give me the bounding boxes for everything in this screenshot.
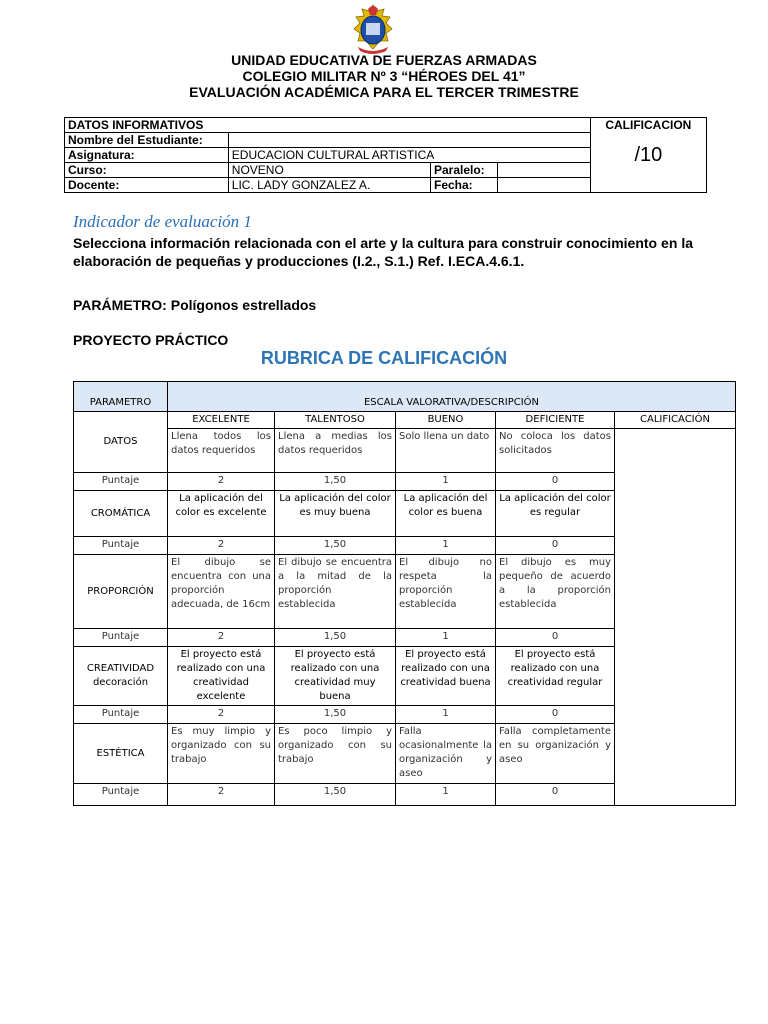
institution-name: UNIDAD EDUCATIVA DE FUERZAS ARMADAS [231,52,537,68]
descriptor-cell: La aplicación del color es excelente [168,491,275,537]
descriptor-cell: El dibujo se encuentra a la mitad de la proporción establecida [275,555,396,629]
score-cell: 0 [496,784,615,806]
descriptor-cell: La aplicación del color es buena [396,491,496,537]
evaluation-title: EVALUACIÓN ACADÉMICA PARA EL TERCER TRIMESTRE [189,84,579,100]
row-name: CREATIVIDAD decoración [74,647,168,706]
score-cell: 1 [396,629,496,647]
rubric-title: RUBRICA DE CALIFICACIÓN [260,348,508,368]
parameter-label: PARÁMETRO: [73,297,167,313]
row-name: DATOS [74,412,168,473]
score-cell: 2 [168,784,275,806]
score-cell: 2 [168,706,275,724]
project-heading: PROYECTO PRÁCTICO [73,332,229,348]
level-header: CALIFICACIÓN [615,412,736,429]
score-cell: 1,50 [275,629,396,647]
score-cell: 1,50 [275,537,396,555]
descriptor-cell: El proyecto está realizado con una creatividad muy buena [275,647,396,706]
parameter-line [73,296,693,314]
school-name: COLEGIO MILITAR Nº 3 “HÉROES DEL 41” [242,68,526,84]
puntaje-label: Puntaje [74,629,168,647]
score-cell: 0 [496,537,615,555]
score-cell: 0 [496,629,615,647]
course-value: NOVENO [228,163,430,178]
row-name: ESTÉTICA [74,724,168,784]
rubric-table [73,381,736,806]
row-name: PROPORCIÓN [74,555,168,629]
date-field[interactable] [497,178,590,193]
score-cell: 1 [396,473,496,491]
descriptor-cell: La aplicación del color es regular [496,491,615,537]
puntaje-label: Puntaje [74,537,168,555]
score-cell: 1 [396,537,496,555]
score-cell: 1,50 [275,706,396,724]
descriptor-cell: Falla ocasionalmente la organización y aseo [396,724,496,784]
student-info-table [64,117,707,193]
info-section-label: DATOS INFORMATIVOS [65,118,591,133]
score-cell: 1,50 [275,473,396,491]
score-cell: 2 [168,629,275,647]
grade-label: CALIFICACION [605,118,692,132]
puntaje-label: Puntaje [74,784,168,806]
student-name-field[interactable] [228,133,590,148]
level-header: TALENTOSO [275,412,396,429]
indicator-text: Selecciona información relacionada con el arte y la cultura para construir conocimiento en la elaboración de pequeñas y producciones (I.2., S.1.) Ref. I.ECA.4.6.1. [73,235,693,269]
course-label: Curso: [65,163,229,178]
descriptor-cell: Solo llena un dato [396,429,496,473]
descriptor-cell: Llena a medias los datos requeridos [275,429,396,473]
puntaje-label: Puntaje [74,473,168,491]
score-cell: 0 [496,706,615,724]
teacher-label: Docente: [65,178,229,193]
puntaje-label: Puntaje [74,706,168,724]
grade-column[interactable] [615,429,736,806]
descriptor-cell: El proyecto está realizado con una creatividad excelente [168,647,275,706]
descriptor-cell: La aplicación del color es muy buena [275,491,396,537]
level-header: BUENO [396,412,496,429]
score-cell: 0 [496,473,615,491]
score-cell: 2 [168,537,275,555]
score-cell: 1 [396,706,496,724]
descriptor-cell: No coloca los datos solicitados [496,429,615,473]
parameter-value: Polígonos estrellados [170,297,317,313]
descriptor-cell: El dibujo es muy pequeño de acuerdo a la proporción establecida [496,555,615,629]
subject-value: EDUCACION CULTURAL ARTISTICA [228,148,590,163]
score-cell: 1,50 [275,784,396,806]
grade-cell [590,118,706,193]
score-cell: 2 [168,473,275,491]
descriptor-cell: El proyecto está realizado con una creatividad buena [396,647,496,706]
level-header: DEFICIENTE [496,412,615,429]
descriptor-cell: El dibujo se encuentra con una proporción adecuada, de 16cm [168,555,275,629]
subject-label: Asignatura: [65,148,229,163]
descriptor-cell: El dibujo no respeta la proporción establecida [396,555,496,629]
teacher-value: LIC. LADY GONZALEZ A. [228,178,430,193]
student-name-label: Nombre del Estudiante: [65,133,229,148]
descriptor-cell: Llena todos los datos requeridos [168,429,275,473]
date-label: Fecha: [430,178,497,193]
descriptor-cell: Falla completamente en su organización y aseo [496,724,615,784]
param-header: PARAMETRO [74,382,168,412]
descriptor-cell: Es muy limpio y organizado con su trabajo [168,724,275,784]
descriptor-cell: Es poco limpio y organizado con su trabajo [275,724,396,784]
school-emblem-logo [348,3,398,57]
row-name: CROMÁTICA [74,491,168,537]
scale-header: ESCALA VALORATIVA/DESCRIPCIÓN [168,382,736,412]
grade-score: /10 [634,144,663,166]
parallel-field[interactable] [497,163,590,178]
descriptor-cell: El proyecto está realizado con una creatividad regular [496,647,615,706]
parallel-label: Paralelo: [430,163,497,178]
level-header: EXCELENTE [168,412,275,429]
indicator-title: Indicador de evaluación 1 [73,212,252,231]
score-cell: 1 [396,784,496,806]
